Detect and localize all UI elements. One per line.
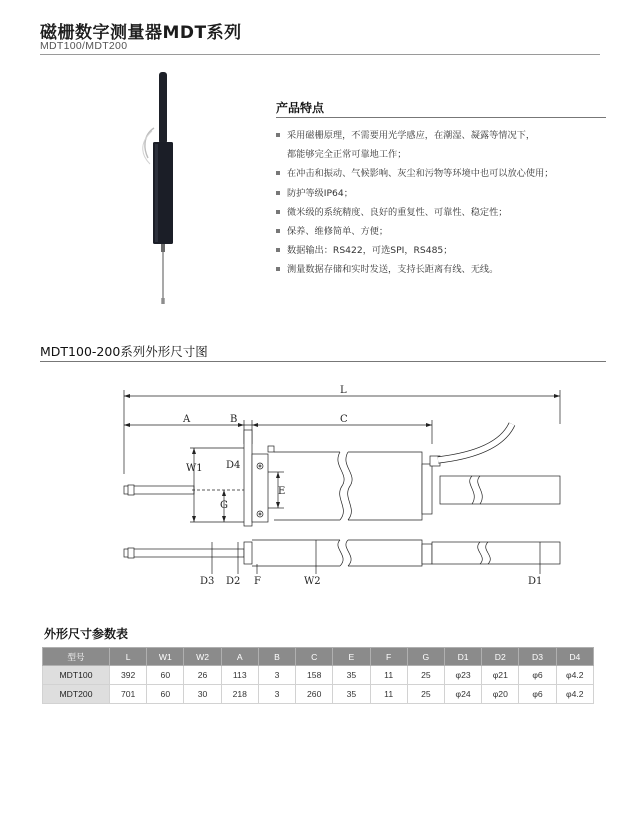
bullet-icon bbox=[276, 210, 280, 214]
table-cell: φ6 bbox=[519, 666, 556, 685]
table-cell: 25 bbox=[407, 685, 444, 704]
table-cell: 26 bbox=[184, 666, 221, 685]
col-header: C bbox=[296, 648, 333, 666]
feature-item: 测量数据存储和实时发送，支持长距离有线、无线。 bbox=[276, 260, 616, 279]
table-cell: 392 bbox=[110, 666, 147, 685]
col-header: L bbox=[110, 648, 147, 666]
label-W2: W2 bbox=[304, 576, 321, 587]
table-cell: MDT100 bbox=[43, 666, 110, 685]
table-cell: 701 bbox=[110, 685, 147, 704]
bullet-icon bbox=[276, 133, 280, 137]
col-header: W1 bbox=[147, 648, 184, 666]
table-cell: φ21 bbox=[482, 666, 519, 685]
table-cell: MDT200 bbox=[43, 685, 110, 704]
table-cell: φ4.2 bbox=[556, 666, 593, 685]
table-cell: 11 bbox=[370, 666, 407, 685]
table-cell: 60 bbox=[147, 685, 184, 704]
table-cell: φ4.2 bbox=[556, 685, 593, 704]
table-cell: φ24 bbox=[444, 685, 481, 704]
col-header: W2 bbox=[184, 648, 221, 666]
bullet-icon bbox=[276, 191, 280, 195]
table-cell: 3 bbox=[258, 685, 295, 704]
table-cell: 113 bbox=[221, 666, 258, 685]
label-G: G bbox=[220, 500, 228, 511]
label-A: A bbox=[183, 414, 191, 425]
label-F: F bbox=[254, 576, 261, 587]
feature-item: 在冲击和振动、气候影响、灰尘和污物等环境中也可以放心使用； bbox=[276, 164, 616, 183]
dimension-drawing bbox=[112, 374, 582, 594]
table-cell: 35 bbox=[333, 685, 370, 704]
params-table bbox=[42, 647, 594, 704]
col-header: E bbox=[333, 648, 370, 666]
drawing-divider bbox=[40, 361, 606, 362]
feature-item: 防护等级IP64； bbox=[276, 184, 616, 203]
table-title: 外形尺寸参数表 bbox=[44, 627, 129, 641]
page-title: 磁栅数字测量器MDT系列 bbox=[40, 23, 242, 43]
bullet-icon bbox=[276, 267, 280, 271]
feature-item: 微米级的系统精度、良好的重复性、可靠性、稳定性； bbox=[276, 203, 616, 222]
features-title: 产品特点 bbox=[276, 101, 325, 115]
table-cell: 218 bbox=[221, 685, 258, 704]
col-header: A bbox=[221, 648, 258, 666]
col-header: D4 bbox=[556, 648, 593, 666]
table-cell: 3 bbox=[258, 666, 295, 685]
label-D3: D3 bbox=[200, 576, 215, 587]
feature-item: 采用磁栅原理，不需要用光学感应，在潮湿、凝露等情况下， bbox=[276, 126, 616, 145]
table-header-row bbox=[43, 648, 594, 666]
table-cell: 158 bbox=[296, 666, 333, 685]
header-divider bbox=[40, 54, 600, 55]
col-header: D3 bbox=[519, 648, 556, 666]
bullet-icon bbox=[276, 171, 280, 175]
bullet-icon bbox=[276, 229, 280, 233]
label-L: L bbox=[340, 385, 347, 396]
table-cell: 25 bbox=[407, 666, 444, 685]
col-header: B bbox=[258, 648, 295, 666]
table-cell: 35 bbox=[333, 666, 370, 685]
table-row bbox=[43, 685, 594, 704]
table-cell: 30 bbox=[184, 685, 221, 704]
table-row bbox=[43, 666, 594, 685]
table-cell: φ23 bbox=[444, 666, 481, 685]
label-C: C bbox=[340, 414, 348, 425]
feature-item: 保养、维修简单、方便； bbox=[276, 222, 616, 241]
label-D4: D4 bbox=[226, 460, 241, 471]
features-divider bbox=[276, 117, 606, 118]
table-cell: 60 bbox=[147, 666, 184, 685]
col-header: D2 bbox=[482, 648, 519, 666]
label-D2: D2 bbox=[226, 576, 241, 587]
product-image bbox=[128, 66, 198, 316]
bullet-icon bbox=[276, 248, 280, 252]
table-cell: φ6 bbox=[519, 685, 556, 704]
feature-item-continuation: 都能够完全正常可靠地工作； bbox=[287, 149, 407, 161]
label-B: B bbox=[230, 414, 238, 425]
col-header: F bbox=[370, 648, 407, 666]
col-header: D1 bbox=[444, 648, 481, 666]
features-list bbox=[276, 126, 616, 280]
label-D1: D1 bbox=[528, 576, 543, 587]
drawing-title: MDT100-200系列外形尺寸图 bbox=[40, 344, 208, 359]
page-subtitle: MDT100/MDT200 bbox=[40, 40, 128, 52]
table-cell: φ20 bbox=[482, 685, 519, 704]
col-header: 型号 bbox=[43, 648, 110, 666]
label-E: E bbox=[278, 486, 286, 497]
feature-item: 数据输出：RS422，可选SPI，RS485； bbox=[276, 241, 616, 260]
table-cell: 11 bbox=[370, 685, 407, 704]
label-W1: W1 bbox=[186, 463, 203, 474]
col-header: G bbox=[407, 648, 444, 666]
table-cell: 260 bbox=[296, 685, 333, 704]
